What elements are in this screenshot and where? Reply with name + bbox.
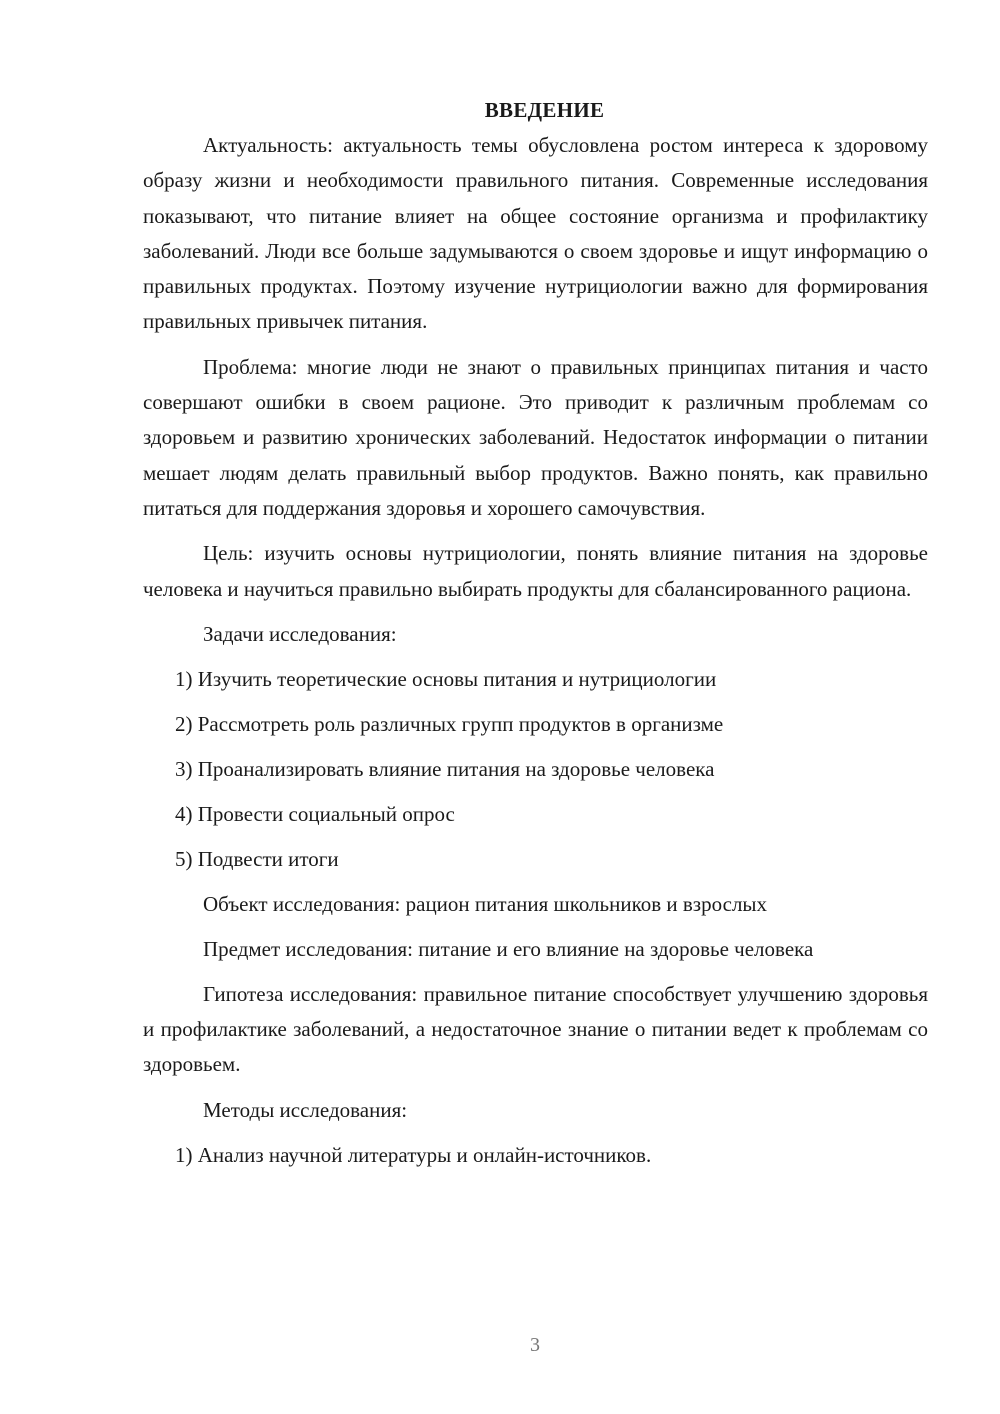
problem-paragraph: Проблема: многие люди не знают о правильных принципах питания и часто совершают ошибки в своем рационе. Это приводит к различным проблемам со здоровьем и развитию хронических заболеваний. Недостаток информации о питании мешает людям делать правильный выбор продуктов. Важно понять, как правильно питаться для поддержания здоровья и хорошего самочувствия. [143, 354, 928, 520]
task-item: 5) Подвести итоги [175, 846, 339, 871]
subject-line: Предмет исследования: питание и его влияние на здоровье человека [203, 936, 814, 961]
tasks-title: Задачи исследования: [203, 621, 397, 646]
page-number: 3 [530, 1334, 540, 1356]
goal-paragraph: Цель: изучить основы нутрициологии, понять влияние питания на здоровье человека и научиться правильно выбирать продукты для сбалансированного рациона. [143, 541, 928, 601]
task-item: 1) Изучить теоретические основы питания и нутрициологии [175, 666, 717, 691]
task-item: 2) Рассмотреть роль различных групп продуктов в организме [175, 711, 724, 736]
relevance-paragraph: Актуальность: актуальность темы обусловлена ростом интереса к здоровому образу жизни и необходимости правильного питания. Современные исследования показывают, что питание влияет на общее состояние организма и профилактику заболеваний. Люди все больше задумываются о своем здоровье и ищут информацию о правильных продуктах. Поэтому изучение нутрициологии важно для формирования правильных привычек питания. [143, 133, 928, 334]
task-item: 3) Проанализировать влияние питания на здоровье человека [175, 756, 715, 781]
document-page [143, 94, 928, 1183]
method-item: 1) Анализ научной литературы и онлайн-источников. [175, 1142, 652, 1167]
object-line: Объект исследования: рацион питания школьников и взрослых [203, 891, 768, 916]
section-heading: ВВЕДЕНИЕ [484, 98, 605, 122]
task-item: 4) Провести социальный опрос [175, 801, 455, 826]
hypothesis-paragraph: Гипотеза исследования: правильное питание способствует улучшению здоровья и профилактике заболеваний, а недостаточное знание о питании ведет к проблемам со здоровьем. [143, 981, 928, 1077]
methods-title: Методы исследования: [203, 1097, 408, 1122]
